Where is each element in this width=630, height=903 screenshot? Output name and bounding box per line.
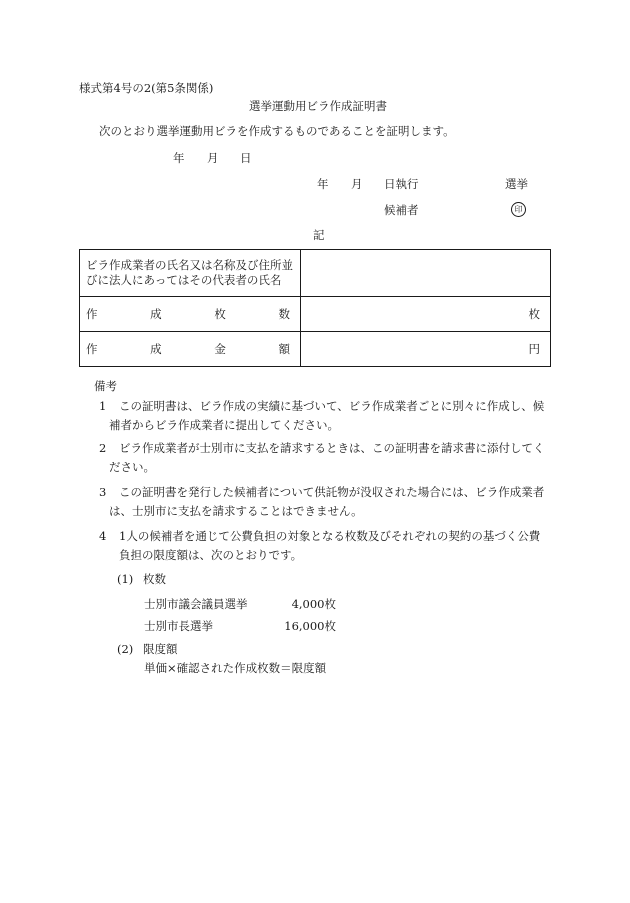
note-3: 3 この証明書を発行した候補者について供託物が没収された場合には、ビラ作成業者 bbox=[99, 485, 545, 499]
date-day: 日 bbox=[240, 151, 252, 165]
date-month: 月 bbox=[207, 151, 219, 165]
count-label-char: 数 bbox=[278, 307, 290, 321]
count-label bbox=[80, 297, 301, 332]
note-1: 1 この証明書は、ビラ作成の実績に基づいて、ビラ作成業者ごとに別々に作成し、候 bbox=[99, 399, 545, 413]
limit-formula: 単価×確認された作成枚数＝限度額 bbox=[144, 661, 327, 675]
count-field[interactable] bbox=[301, 297, 551, 332]
note-4-cont: 負担の限度額は、次のとおりです。 bbox=[119, 548, 303, 562]
contractor-field[interactable] bbox=[301, 250, 551, 297]
document-title: 選挙運動用ビラ作成証明書 bbox=[249, 99, 387, 113]
ki-heading: 記 bbox=[313, 228, 325, 242]
election-label: 選挙 bbox=[505, 177, 528, 191]
note-2: 2 ビラ作成業者が士別市に支払を請求するときは、この証明書を請求書に添付してく bbox=[99, 441, 545, 455]
form-number: 様式第4号の2(第5条関係) bbox=[79, 81, 214, 95]
table-row bbox=[80, 250, 551, 297]
note-3-cont: は、士別市に支払を請求することはできません。 bbox=[109, 504, 363, 518]
certificate-table bbox=[79, 249, 551, 367]
sub-item-count: (1) 枚数 bbox=[117, 572, 166, 586]
amount-label-char: 金 bbox=[214, 342, 226, 356]
intro-text: 次のとおり選挙運動用ビラを作成するものであることを証明します。 bbox=[99, 124, 455, 138]
candidate-label: 候補者 bbox=[384, 203, 419, 217]
count-label-char: 枚 bbox=[214, 307, 226, 321]
contractor-label: ビラ作成業者の氏名又は名称及び住所並びに法人にあってはその代表者の氏名 bbox=[80, 250, 301, 297]
table-row bbox=[80, 297, 551, 332]
count-row-council: 士別市議会議員選挙 4,000枚 bbox=[144, 597, 336, 611]
note-4: 4 1人の候補者を通じて公費負担の対象となる枚数及びそれぞれの契約の基づく公費 bbox=[99, 529, 541, 543]
amount-unit: 円 bbox=[528, 342, 540, 356]
amount-label-char: 額 bbox=[278, 342, 290, 356]
note-2-cont: ださい。 bbox=[109, 460, 155, 474]
amount-field[interactable] bbox=[301, 332, 551, 367]
count-label-char: 成 bbox=[150, 307, 162, 321]
amount-label-char: 成 bbox=[150, 342, 162, 356]
table-row bbox=[80, 332, 551, 367]
exec-year: 年 bbox=[317, 177, 329, 191]
count-unit: 枚 bbox=[528, 307, 540, 321]
exec-day: 日執行 bbox=[384, 177, 419, 191]
sub-item-limit: (2) 限度額 bbox=[117, 642, 178, 656]
amount-label bbox=[80, 332, 301, 367]
amount-label-char: 作 bbox=[86, 342, 98, 356]
remarks-heading: 備考 bbox=[94, 379, 117, 393]
date-year: 年 bbox=[173, 151, 185, 165]
count-row-mayor: 士別市長選挙 16,000枚 bbox=[144, 619, 336, 633]
exec-month: 月 bbox=[351, 177, 363, 191]
count-label-char: 作 bbox=[86, 307, 98, 321]
note-1-cont: 補者からビラ作成業者に提出してください。 bbox=[109, 418, 339, 432]
seal-mark: 印 bbox=[511, 202, 526, 217]
